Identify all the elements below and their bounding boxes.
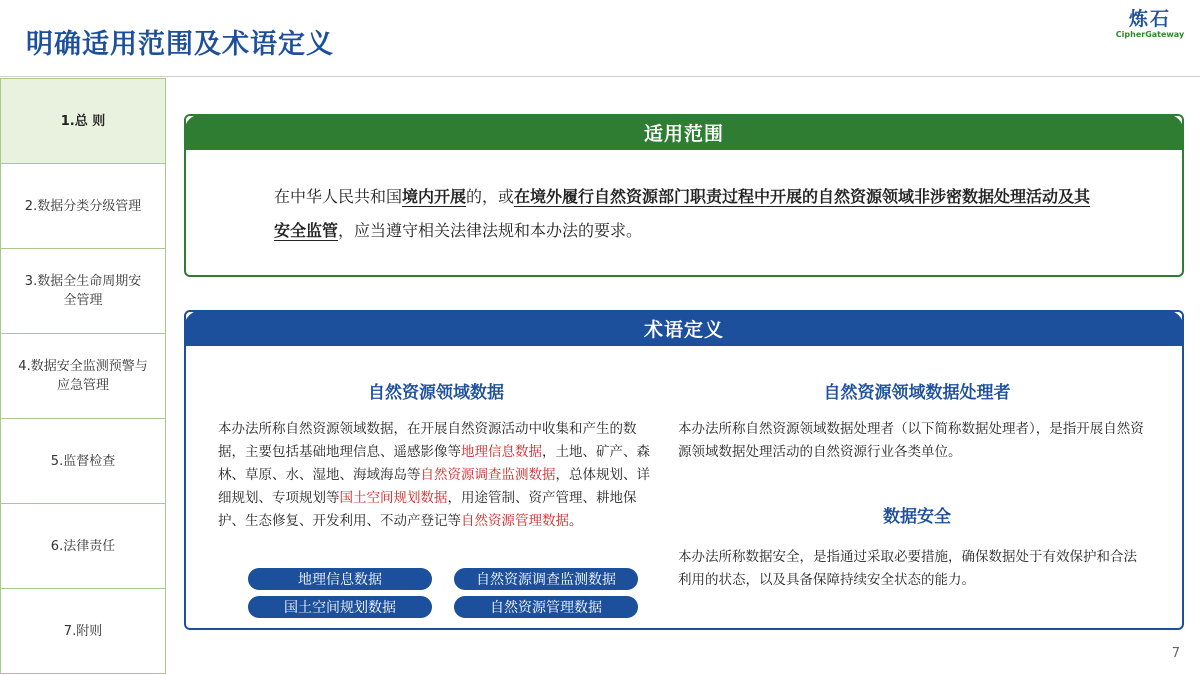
natural-data-definition bbox=[218, 418, 658, 533]
definition-text: ，用途管制、资产管理、耕地保护、生态修复、开发利用、不动产登记等 bbox=[218, 490, 637, 529]
sidebar-item-classification[interactable]: 2.数据分类分级管理 bbox=[1, 164, 165, 249]
scope-panel bbox=[184, 114, 1184, 277]
sidebar-item-appendix[interactable]: 7.附则 bbox=[63, 624, 103, 639]
highlight-planning-data: 国土空间规划数据 bbox=[339, 490, 448, 506]
highlight-survey-data: 自然资源调查监测数据 bbox=[420, 467, 556, 483]
terms-header: 术语定义 bbox=[184, 310, 1184, 346]
scope-header: 适用范围 bbox=[184, 114, 1184, 150]
definition-text: ，土地、矿产、森林、草原、水、湿地、海域海岛等 bbox=[218, 444, 650, 483]
tag-geo-data[interactable]: 地理信息数据 bbox=[248, 568, 432, 590]
sidebar-item-general[interactable]: 1.总 则 bbox=[1, 79, 165, 164]
processor-definition: 本办法所称自然资源领域数据处理者（以下简称数据处理者），是指开展自然资源领域数据处理活动的自然资源行业各类单位。 bbox=[678, 421, 1144, 460]
security-title: 数据安全 bbox=[883, 507, 951, 527]
security-definition: 本办法所称数据安全，是指通过采取必要措施，确保数据处于有效保护和合法利用的状态，以及具备保障持续安全状态的能力。 bbox=[678, 549, 1137, 588]
natural-data-title: 自然资源领域数据 bbox=[368, 383, 504, 403]
definition-text: ，总体规划、详细规划、专项规划等 bbox=[218, 467, 650, 506]
logo-chinese: 炼石 bbox=[1128, 8, 1171, 30]
scope-emphasis-domestic: 境内开展 bbox=[402, 187, 467, 206]
sidebar-item-supervision[interactable]: 5.监督检查 bbox=[1, 419, 165, 504]
sidebar-item-lifecycle[interactable]: 3.数据全生命周期安全管理 bbox=[1, 249, 165, 334]
tag-planning-data[interactable]: 国土空间规划数据 bbox=[248, 596, 432, 618]
header-divider bbox=[0, 76, 1200, 77]
definition-text: 本办法所称自然资源领域数据，在开展自然资源活动中收集和产生的数据，主要包括基础地理信息、遥感影像等 bbox=[218, 421, 637, 460]
logo-english: CipherGateway bbox=[1115, 30, 1185, 39]
scope-text-part: 的，或 bbox=[466, 187, 515, 206]
terms-panel bbox=[184, 310, 1184, 630]
scope-text-part: 在中华人民共和国 bbox=[274, 187, 403, 206]
processor-title: 自然资源领域数据处理者 bbox=[823, 383, 1011, 403]
tag-management-data[interactable]: 自然资源管理数据 bbox=[454, 596, 638, 618]
sidebar-nav bbox=[0, 78, 166, 674]
definition-text: 。 bbox=[569, 513, 583, 529]
scope-emphasis-overseas: 在境外履行自然资源部门职责过程中开展的自然资源领域非涉密数据处理活动及其安全监管 bbox=[274, 187, 1091, 240]
scope-text-part: ，应当遵守相关法律法规和本办法的要求。 bbox=[338, 221, 643, 240]
page-number: 7 bbox=[1171, 646, 1180, 661]
company-logo bbox=[1114, 8, 1186, 40]
sidebar-item-liability[interactable]: 6.法律责任 bbox=[1, 504, 165, 589]
tag-survey-data[interactable]: 自然资源调查监测数据 bbox=[454, 568, 638, 590]
page-title: 明确适用范围及术语定义 bbox=[26, 29, 334, 60]
sidebar-item-monitoring[interactable]: 4.数据安全监测预警与应急管理 bbox=[1, 334, 165, 419]
highlight-geo-data: 地理信息数据 bbox=[461, 444, 542, 460]
scope-text bbox=[274, 180, 1094, 248]
highlight-management-data: 自然资源管理数据 bbox=[461, 513, 569, 529]
